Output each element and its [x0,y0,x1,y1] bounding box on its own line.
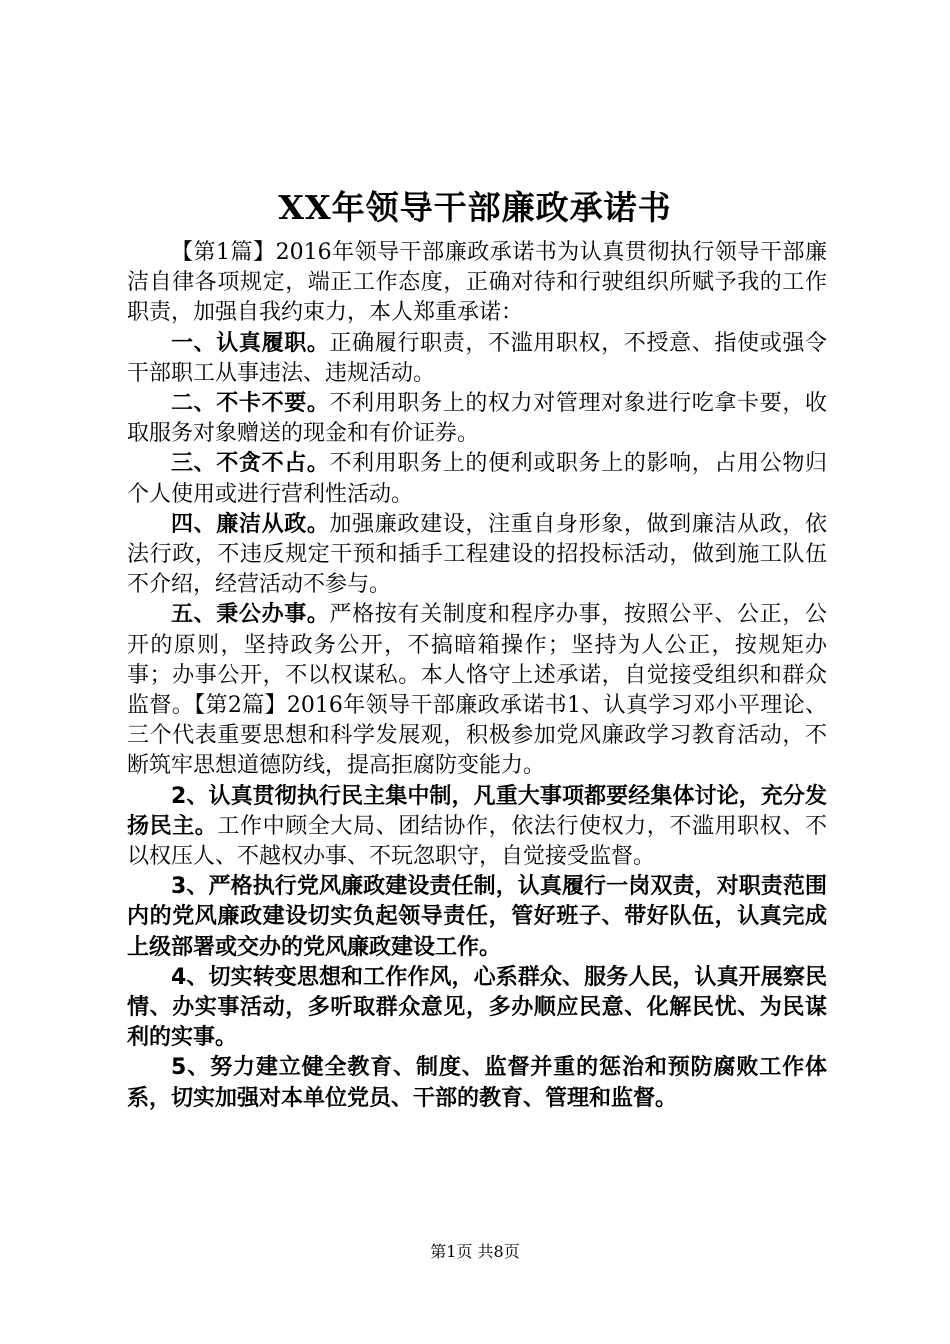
commitment-item-5 [127,600,827,781]
commitment-item-text: 严格按有关制度和程序办事，按照公平、公正，公开的原则，坚持政务公开，不搞暗箱操作；坚持为人公正，按规矩办事；办事公开，不以权谋私。本人恪守上述承诺，自觉接受组织和群众监督。【第2篇】2016年领导干部廉政承诺书1、认真学习邓小平理论、三个代表重要思想和科学发展观，积极参加党风廉政学习教育活动，不断筑牢思想道德防线，提高拒腐防变能力。 [127,602,827,779]
page-number: 第1页 共8页 [430,1242,520,1261]
point-2-text: 工作中顾全大局、团结协作，依法行使权力，不滥用职权、不以权压人、不越权办事、不玩忽职守，自觉接受监督。 [127,813,827,870]
commitment-item-text: 不利用职务上的便利或职务上的影响，占用公物归个人使用或进行营利性活动。 [127,451,827,507]
intro-paragraph: 【第1篇】2016年领导干部廉政承诺书为认真贯彻执行领导干部廉洁自律各项规定，端正工作态度，正确对待和行驶组织所赋予我的工作职责，加强自我约束力，本人郑重承诺： [127,240,827,326]
commitment-item-lead: 二、不卡不要。 [171,391,330,417]
document-title: XX年领导干部廉政承诺书 [278,188,672,227]
point-3-paragraph: 3、严格执行党风廉政建设责任制，认真履行一岗双责，对职责范围内的党风廉政建设切实负起领导责任，管好班子、带好队伍，认真完成上级部署或交办的党风廉政建设工作。 [127,874,827,960]
commitment-item-lead: 一、认真履职。 [171,330,330,356]
commitment-item-lead: 五、秉公办事。 [171,602,330,628]
commitment-item-4 [127,510,827,601]
point-5-paragraph: 5、努力建立健全教育、制度、监督并重的惩治和预防腐败工作体系，切实加强对本单位党员、干部的教育、管理和监督。 [127,1055,827,1111]
commitment-item-text: 不利用职务上的权力对管理对象进行吃拿卡要，收取服务对象赠送的现金和有价证券。 [127,391,827,447]
commitment-item-3 [127,449,827,509]
commitment-item-text: 正确履行职责，不滥用职权，不授意、指使或强令干部职工从事违法、违规活动。 [127,330,827,386]
commitment-item-1 [127,329,827,389]
commitment-item-text: 加强廉政建设，注重自身形象，做到廉洁从政，依法行政，不违反规定干预和插手工程建设的招投标活动，做到施工队伍不介绍，经营活动不参与。 [127,511,827,598]
commitment-item-lead: 四、廉洁从政。 [171,511,330,537]
point-2-lead: 2、认真贯彻执行民主集中制，凡重大事项都要经集体讨论，充分发扬民主。 [127,783,827,839]
point-4-paragraph: 4、切实转变思想和工作作风，心系群众、服务人民，认真开展察民情、办实事活动，多听取群众意见，多办顺应民意、化解民忧、为民谋利的实事。 [127,964,827,1051]
commitment-item-2 [127,389,827,449]
commitment-item-lead: 三、不贪不占。 [171,451,330,477]
document-body [127,238,827,1114]
point-2-paragraph [127,782,827,873]
